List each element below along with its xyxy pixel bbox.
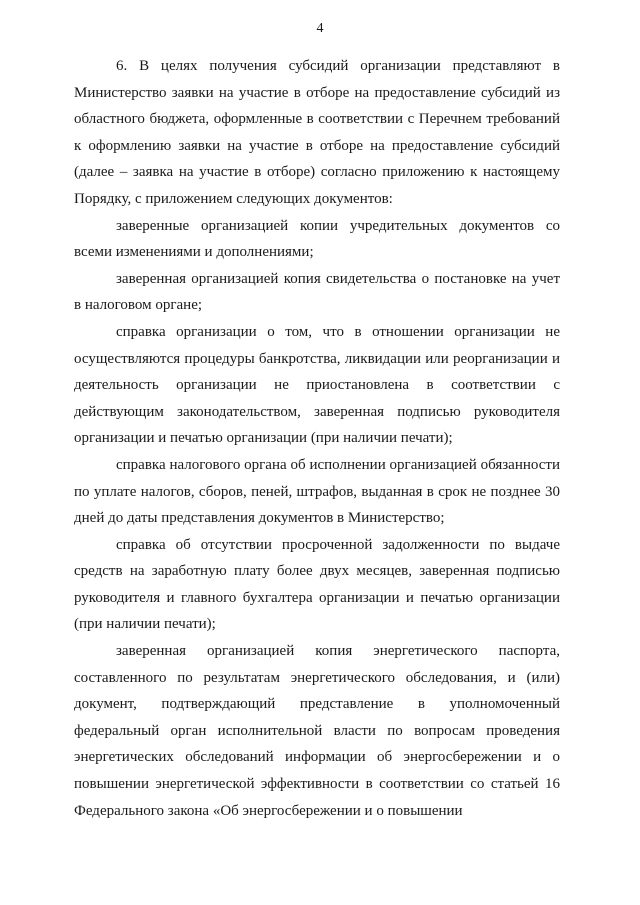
paragraph-energy-passport: заверенная организацией копия энергетического паспорта, составленного по результатам энергетического обследования, и (или) документ, подтверждающий представление в уполномоченный федеральный орган исполнительной власти по вопросам проведения энергетических обследований информации об энергосбережении и о повышении энергетической эффективности в соответствии со статьей 16 Федерального закона «Об энергосбережении и о повышении [74,643,560,819]
paragraph-tax-registration: заверенная организацией копия свидетельства о постановке на учет в налоговом органе; [74,270,560,314]
paragraph-bankruptcy-certificate: справка организации о том, что в отношении организации не осуществляются процедуры банкротства, ликвидации или реорганизации и деятельность организации не приостановлена в соответствии с действующим законодательством, заверенная подписью руководителя организации и печатью организации (при наличии печати); [74,323,560,447]
paragraph-constituent-documents: заверенные организацией копии учредительных документов со всеми изменениями и дополнениями; [74,217,560,261]
paragraph-wage-arrears-certificate: справка об отсутствии просроченной задолженности по выдаче средств на заработную плату более двух месяцев, заверенная подписью руководителя и главного бухгалтера организации и печатью организации (при наличии печати); [74,536,560,633]
paragraph-subsidy-application: 6. В целях получения субсидий организации представляют в Министерство заявки на участие в отборе на предоставление субсидий из областного бюджета, оформленные в соответствии с Перечнем требований к оформлению заявки на участие в отборе на предоставление субсидий (далее – заявка на участие в отборе) согласно приложению к настоящему Порядку, с приложением следующих документов: [74,58,560,207]
document-body [74,53,560,824]
paragraph-tax-certificate: справка налогового органа об исполнении организацией обязанности по уплате налогов, сборов, пеней, штрафов, выданная в срок не позднее 30 дней до даты представления документов в Министерство; [74,456,560,527]
page-number: 4 [316,21,324,36]
